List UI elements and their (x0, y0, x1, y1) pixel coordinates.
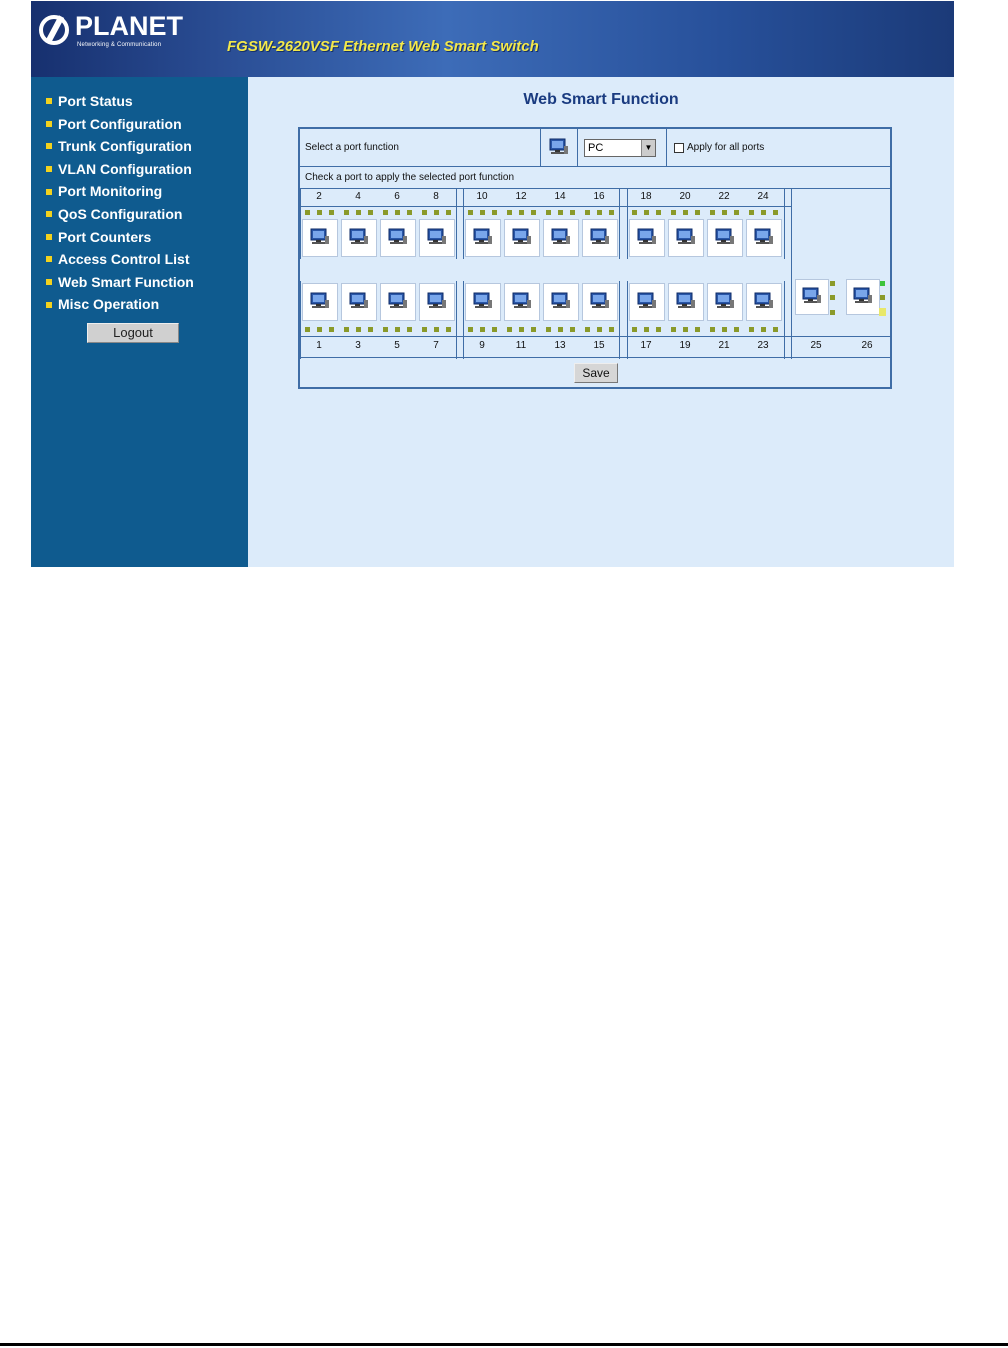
link-led-icon (558, 327, 563, 332)
port-number-label: 16 (593, 191, 605, 202)
port-number-label: 25 (810, 340, 822, 351)
link-led-icon (368, 327, 373, 332)
link-led-icon (656, 210, 661, 215)
link-led-icon (492, 210, 497, 215)
pc-icon (801, 287, 823, 305)
link-led-icon (830, 310, 835, 315)
port-button-23[interactable] (746, 283, 782, 321)
port-button-18[interactable] (629, 219, 665, 257)
sidebar-item-label: Web Smart Function (58, 273, 194, 290)
sidebar-item-access-control-list[interactable] (46, 250, 194, 273)
grid-divider (300, 357, 890, 358)
port-number-label: 14 (554, 191, 566, 202)
link-led-icon (434, 327, 439, 332)
bullet-icon (46, 189, 52, 195)
link-led-icon (749, 327, 754, 332)
link-led-icon (695, 327, 700, 332)
port-number-label: 6 (394, 191, 400, 202)
link-led-icon (570, 210, 575, 215)
port-number-label: 15 (593, 340, 605, 351)
pc-icon (387, 292, 409, 310)
port-button-9[interactable] (465, 283, 501, 321)
link-led-icon (422, 210, 427, 215)
link-led-icon (368, 210, 373, 215)
link-led-icon (317, 210, 322, 215)
pc-icon (636, 292, 658, 310)
sidebar-item-web-smart-function[interactable] (46, 273, 194, 296)
link-led-icon (383, 327, 388, 332)
port-number-label: 21 (718, 340, 730, 351)
pc-icon (589, 292, 611, 310)
link-led-icon (609, 327, 614, 332)
bullet-icon (46, 256, 52, 262)
port-number-label: 24 (757, 191, 769, 202)
sidebar-item-trunk-configuration[interactable] (46, 137, 194, 160)
sidebar-item-label: Port Monitoring (58, 183, 163, 200)
bullet-icon (46, 121, 52, 127)
link-led-icon (671, 210, 676, 215)
link-led-icon (644, 327, 649, 332)
port-button-12[interactable] (504, 219, 540, 257)
port-button-14[interactable] (543, 219, 579, 257)
port-button-10[interactable] (465, 219, 501, 257)
link-led-icon (344, 327, 349, 332)
check-port-label: Check a port to apply the selected port function (305, 172, 515, 183)
link-led-icon (305, 327, 310, 332)
pc-icon (675, 292, 697, 310)
link-led-icon (395, 327, 400, 332)
link-led-icon (773, 327, 778, 332)
port-button-16[interactable] (582, 219, 618, 257)
sidebar-item-port-counters[interactable] (46, 228, 194, 251)
link-led-icon (656, 327, 661, 332)
sidebar-item-vlan-configuration[interactable] (46, 160, 194, 183)
logo-subtext: Networking & Communication (77, 42, 162, 48)
link-led-icon (531, 327, 536, 332)
link-led-icon (710, 327, 715, 332)
link-led-icon (434, 210, 439, 215)
divider (577, 129, 578, 166)
link-led-icon (880, 295, 885, 300)
port-number-label: 13 (554, 340, 566, 351)
pc-icon (550, 228, 572, 246)
link-led-icon (830, 281, 835, 286)
port-number-label: 1 (316, 340, 322, 351)
link-led-icon (519, 327, 524, 332)
link-led-icon (683, 210, 688, 215)
sidebar-item-port-configuration[interactable] (46, 115, 194, 138)
link-led-icon (632, 327, 637, 332)
main-content (248, 77, 954, 567)
link-led-icon (671, 327, 676, 332)
port-button-21[interactable] (707, 283, 743, 321)
link-led-icon (546, 327, 551, 332)
port-function-select[interactable] (584, 139, 656, 157)
pc-icon (472, 228, 494, 246)
sidebar-item-qos-configuration[interactable] (46, 205, 194, 228)
link-led-icon (519, 210, 524, 215)
link-led-icon (329, 210, 334, 215)
pc-icon (511, 228, 533, 246)
sidebar-nav (46, 92, 194, 318)
logo-text: PLANET (75, 11, 183, 41)
port-button-22[interactable] (707, 219, 743, 257)
pc-icon (589, 228, 611, 246)
link-led-icon (585, 327, 590, 332)
pc-icon (675, 228, 697, 246)
link-led-icon (305, 210, 310, 215)
pc-icon (753, 228, 775, 246)
pc-icon (426, 228, 448, 246)
port-number-label: 19 (679, 340, 691, 351)
port-button-1[interactable] (302, 283, 338, 321)
sidebar-item-misc-operation[interactable] (46, 295, 194, 318)
link-led-icon (761, 327, 766, 332)
screenshot-frame (31, 1, 954, 567)
port-number-label: 3 (355, 340, 361, 351)
pc-icon (348, 292, 370, 310)
link-led-icon (492, 327, 497, 332)
pc-icon (472, 292, 494, 310)
planet-logo-mark (39, 15, 69, 45)
link-led-icon (507, 327, 512, 332)
sidebar-item-label: Misc Operation (58, 296, 160, 313)
port-button-11[interactable] (504, 283, 540, 321)
function-select-row (300, 129, 890, 167)
port-number-label: 22 (718, 191, 730, 202)
link-led-icon (749, 210, 754, 215)
link-led-icon (570, 327, 575, 332)
logout-button[interactable]: Logout (87, 323, 179, 343)
link-led-icon (546, 210, 551, 215)
link-led-icon (480, 327, 485, 332)
port-button-26[interactable] (846, 279, 880, 315)
sidebar-item-port-monitoring[interactable] (46, 182, 194, 205)
page-bottom-rule (0, 1343, 1008, 1346)
sidebar-item-label: Port Configuration (58, 115, 182, 132)
link-led-icon (585, 210, 590, 215)
planet-logo (39, 11, 189, 55)
sidebar-item-label: Access Control List (58, 251, 190, 268)
link-led-icon (597, 327, 602, 332)
port-button-20[interactable] (668, 219, 704, 257)
port-button-8[interactable] (419, 219, 455, 257)
bullet-icon (46, 279, 52, 285)
link-led-icon (383, 210, 388, 215)
bullet-icon (46, 166, 52, 172)
link-led-icon (773, 210, 778, 215)
save-button[interactable]: Save (574, 363, 618, 383)
bullet-icon (46, 234, 52, 240)
divider (540, 129, 541, 166)
port-button-6[interactable] (380, 219, 416, 257)
link-led-icon (644, 210, 649, 215)
link-led-icon (446, 210, 451, 215)
grid-divider (300, 336, 890, 337)
pc-icon (714, 228, 736, 246)
port-number-label: 4 (355, 191, 361, 202)
sidebar-item-label: QoS Configuration (58, 205, 183, 222)
pc-icon (852, 287, 874, 305)
sidebar (31, 77, 248, 567)
pc-icon (309, 292, 331, 310)
link-led-icon (558, 210, 563, 215)
link-led-icon (734, 210, 739, 215)
link-led-icon (356, 210, 361, 215)
link-led-icon (632, 210, 637, 215)
port-button-15[interactable] (582, 283, 618, 321)
fiber-port-group (791, 189, 889, 359)
port-function-panel (298, 127, 892, 389)
pc-icon (348, 228, 370, 246)
pc-icon (387, 228, 409, 246)
port-function-value: PC (588, 142, 604, 154)
pc-icon (714, 292, 736, 310)
port-number-label: 7 (433, 340, 439, 351)
pc-icon (511, 292, 533, 310)
link-led-icon (830, 295, 835, 300)
link-led-icon (317, 327, 322, 332)
pc-icon (548, 138, 570, 156)
link-led-icon (683, 327, 688, 332)
port-button-3[interactable] (341, 283, 377, 321)
port-number-label: 10 (476, 191, 488, 202)
sidebar-item-label: Port Counters (58, 228, 152, 245)
port-number-label: 18 (640, 191, 652, 202)
bullet-icon (46, 143, 52, 149)
pc-icon (753, 292, 775, 310)
link-led-icon (395, 210, 400, 215)
pc-icon (636, 228, 658, 246)
page-title: Web Smart Function (523, 91, 679, 108)
link-led-icon (422, 327, 427, 332)
grid-divider (300, 206, 791, 207)
link-led-icon (480, 210, 485, 215)
port-number-label: 26 (861, 340, 873, 351)
divider (666, 129, 667, 166)
bullet-icon (46, 211, 52, 217)
sidebar-item-label: Port Status (58, 93, 133, 109)
port-button-19[interactable] (668, 283, 704, 321)
port-number-label: 8 (433, 191, 439, 202)
port-button-2[interactable] (302, 219, 338, 257)
port-button-7[interactable] (419, 283, 455, 321)
sidebar-item-port-status[interactable] (46, 92, 194, 115)
port-button-24[interactable] (746, 219, 782, 257)
header-banner (31, 1, 954, 78)
pc-icon (550, 292, 572, 310)
link-led-icon (597, 210, 602, 215)
pc-icon (309, 228, 331, 246)
port-number-label: 17 (640, 340, 652, 351)
port-number-label: 9 (479, 340, 485, 351)
link-led-icon (722, 210, 727, 215)
link-led-icon (329, 327, 334, 332)
port-number-label: 23 (757, 340, 769, 351)
port-button-4[interactable] (341, 219, 377, 257)
port-number-label: 20 (679, 191, 691, 202)
link-led-icon (468, 210, 473, 215)
link-led-icon (761, 210, 766, 215)
port-button-17[interactable] (629, 283, 665, 321)
sidebar-item-label: VLAN Configuration (58, 160, 192, 177)
link-led-icon (407, 327, 412, 332)
port-number-label: 12 (515, 191, 527, 202)
bullet-icon (46, 98, 52, 104)
link-led-icon (710, 210, 715, 215)
instruction-row (300, 167, 890, 189)
link-led-icon (468, 327, 473, 332)
link-led-icon (356, 327, 361, 332)
link-led-icon (879, 308, 886, 316)
link-led-icon (880, 281, 885, 286)
port-number-label: 2 (316, 191, 322, 202)
port-number-label: 5 (394, 340, 400, 351)
port-button-5[interactable] (380, 283, 416, 321)
link-led-icon (344, 210, 349, 215)
select-function-label: Select a port function (305, 142, 399, 153)
pc-icon (426, 292, 448, 310)
link-led-icon (722, 327, 727, 332)
app-title: FGSW-2620VSF Ethernet Web Smart Switch (227, 38, 539, 55)
link-led-icon (695, 210, 700, 215)
port-number-label: 11 (515, 340, 527, 351)
bullet-icon (46, 302, 52, 308)
sidebar-item-label: Trunk Configuration (58, 138, 192, 155)
link-led-icon (507, 210, 512, 215)
link-led-icon (609, 210, 614, 215)
link-led-icon (531, 210, 536, 215)
link-led-icon (446, 327, 451, 332)
chevron-down-icon[interactable]: ▼ (641, 140, 655, 156)
link-led-icon (407, 210, 412, 215)
apply-all-label: Apply for all ports (687, 142, 765, 153)
apply-all-checkbox[interactable] (674, 143, 684, 153)
port-button-25[interactable] (795, 279, 829, 315)
port-button-13[interactable] (543, 283, 579, 321)
link-led-icon (734, 327, 739, 332)
